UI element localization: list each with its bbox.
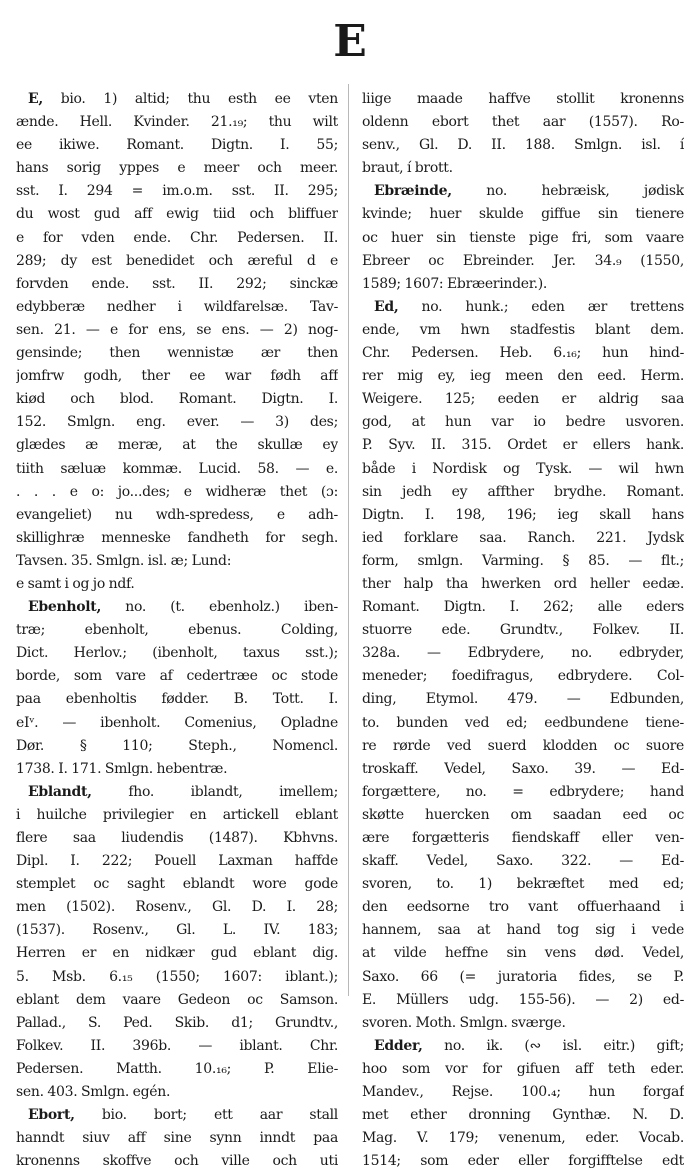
text-line [16, 250, 338, 273]
entry-text: forvden ende. sst. II. 292; sinckæ [16, 275, 338, 292]
entry-text: e for vden ende. Chr. Pedersen. II. [16, 229, 338, 246]
text-line [16, 735, 338, 758]
text-line [16, 712, 338, 735]
text-line [362, 481, 684, 504]
entry-text: eIᵛ. — ibenholt. Comenius, Opladne [16, 714, 338, 731]
text-line [16, 1058, 338, 1081]
entry-text: no. ik. (∾ isl. eitr.) gift; [422, 1037, 684, 1054]
entry-text: fho. iblandt, imellem; [91, 783, 338, 800]
entry-text: Tavsen. 35. Smlgn. isl. æ; Lund: [16, 552, 232, 569]
text-line [16, 411, 338, 434]
entry-text: no. hebræisk, jødisk [451, 183, 684, 200]
column-divider [348, 84, 349, 996]
text-line [362, 919, 684, 942]
entry-text: re rørde ved suerd klodden oc suore [362, 737, 684, 754]
text-line [16, 111, 338, 134]
text-line [362, 411, 684, 434]
entry-text: Folkev. II. 396b. — iblant. Chr. [16, 1037, 338, 1054]
entry-text: svoren, to. 1) bekræftet med ed; [362, 876, 684, 893]
entry-text: 1738. I. 171. Smlgn. hebentræ. [16, 760, 228, 777]
entry-text: Saxo. 66 (= juratoria fides, se P. [362, 968, 684, 985]
text-line [362, 388, 684, 411]
entry-text: skaff. Vedel, Saxo. 322. — Ed- [362, 853, 684, 870]
text-line [362, 458, 684, 481]
entry-text: træ; ebenholt, ebenus. Colding, [16, 622, 338, 639]
entry-text: braut, í brott. [362, 160, 453, 177]
text-line [16, 942, 338, 965]
text-line [362, 157, 684, 180]
text-line [362, 342, 684, 365]
entry-text: senv., Gl. D. II. 188. Smlgn. isl. í [362, 137, 684, 154]
text-line [362, 827, 684, 850]
text-line [16, 758, 338, 781]
text-line [16, 665, 338, 688]
entry-text: 289; dy est benedidet och æreful d e [16, 252, 338, 269]
text-line [362, 88, 684, 111]
text-line [362, 966, 684, 989]
text-line [362, 273, 684, 296]
right-column [362, 88, 684, 1173]
entry-text: paa ebenholtis fødder. B. Tott. I. [16, 691, 338, 708]
text-line [362, 1058, 684, 1081]
text-line [362, 850, 684, 873]
section-letter: E [333, 16, 367, 67]
text-line [16, 873, 338, 896]
text-line [362, 712, 684, 735]
entry-text: kiød och blod. Romant. Digtn. I. [16, 391, 338, 408]
text-line [362, 527, 684, 550]
entry-text: Mag. V. 179; venenum, eder. Vocab. [362, 1130, 684, 1147]
text-line [16, 527, 338, 550]
text-line [16, 227, 338, 250]
text-line [362, 550, 684, 573]
text-line [16, 203, 338, 226]
headword: Eblandt, [28, 783, 92, 800]
entry-text: ther halp tha hwerken ord heller eedæ. [362, 575, 684, 592]
entry-first-line [16, 1104, 338, 1127]
entry-text: no. (t. ebenholz.) iben- [101, 599, 338, 616]
entry-text: ding, Etymol. 479. — Edbunden, [362, 691, 684, 708]
entry-text: skillighræ menneske fandheth for segh. [16, 529, 338, 546]
text-line [16, 296, 338, 319]
text-line [16, 157, 338, 180]
entry-text: Herren er en nidkær gud eblant dig. [16, 945, 338, 962]
text-line [16, 134, 338, 157]
entry-text: to. bunden ved ed; eedbundene tiene- [362, 714, 684, 731]
text-line [362, 665, 684, 688]
headword: E, [28, 91, 43, 107]
text-line [362, 1104, 684, 1127]
text-line [362, 873, 684, 896]
text-line [362, 1012, 684, 1035]
left-column [16, 88, 338, 1173]
headword: Ed, [374, 298, 399, 315]
text-line [16, 989, 338, 1012]
entry-text: 1514; som eder eller forgifftelse edt [362, 1153, 684, 1170]
text-line [362, 365, 684, 388]
entry-text: 152. Smlgn. eng. ever. — 3) des; [16, 414, 338, 431]
text-line [16, 388, 338, 411]
entry-text: glædes æ meræ, at the skullæ ey [16, 437, 338, 454]
text-line [16, 827, 338, 850]
entry-text: sen. 403. Smlgn. egén. [16, 1084, 171, 1101]
entry-first-line [362, 180, 684, 203]
text-line [16, 1035, 338, 1058]
entry-text: Pedersen. Matth. 10.₁₆; P. Elie- [16, 1060, 338, 1077]
entry-text: hannem, saa at hand tog sig i vede [362, 922, 684, 939]
entry-text: hoo som vor for gifuen aff teth eder. [362, 1060, 684, 1077]
entry-first-line [16, 88, 338, 111]
headword: Edder, [374, 1037, 423, 1054]
text-line [16, 1150, 338, 1173]
entry-text: . . . e o: jo...des; e widheræ thet (ɔ: [16, 483, 338, 500]
entry-text: meneder; foedifragus, edbrydere. Col- [362, 668, 684, 685]
entry-text: P. Syv. II. 315. Ordet er ellers hank. [362, 437, 684, 454]
headword: Ebræinde, [374, 183, 452, 200]
text-line [16, 573, 338, 596]
text-line [16, 619, 338, 642]
entry-first-line [16, 781, 338, 804]
entry-text: Ebreer oc Ebreinder. Jer. 34.₉ (1550, [362, 252, 684, 269]
entry-text: bio. bort; ett aar stall [74, 1107, 338, 1124]
text-line [16, 966, 338, 989]
entry-text: ende, vm hwn stadfestis blant dem. [362, 321, 684, 338]
entry-text: form, smlgn. Varming. § 85. — flt.; [362, 552, 684, 569]
text-line [362, 111, 684, 134]
entry-text: stemplet oc saght eblandt wore gode [16, 876, 338, 893]
text-line [16, 896, 338, 919]
text-line [362, 619, 684, 642]
text-line [362, 989, 684, 1012]
entry-text: kvinde; huer skulde giffue sin tienere [362, 206, 684, 223]
entry-text: e samt i og jo ndf. [16, 575, 135, 592]
entry-text: ee ikiwe. Romant. Digtn. I. 55; [16, 137, 338, 154]
entry-text: flere saa liudendis (1487). Kbhvns. [16, 830, 338, 846]
text-line [362, 735, 684, 758]
text-line [362, 642, 684, 665]
text-line [16, 1127, 338, 1150]
entry-text: kronenns skoffve och ville och uti [16, 1153, 338, 1170]
text-line [16, 504, 338, 527]
entry-first-line [362, 1035, 684, 1058]
entry-text: i huilche privilegier en artickell eblant [16, 806, 338, 823]
entry-text: E. Müllers udg. 155-56). — 2) ed- [362, 991, 684, 1008]
text-line [16, 342, 338, 365]
entry-text: 328a. — Edbrydere, no. edbryder, [362, 645, 684, 662]
entry-text: sst. I. 294 = im.o.m. sst. II. 295; [16, 183, 338, 200]
text-line [362, 203, 684, 226]
entry-text: Dict. Herlov.; (ibenholt, taxus sst.); [16, 645, 338, 662]
entry-text: Pallad., S. Ped. Skib. d1; Grundtv., [16, 1014, 338, 1031]
entry-text: Weigere. 125; eeden er aldrig saa [362, 391, 684, 408]
entry-text: eblant dem vaare Gedeon oc Samson. [16, 991, 338, 1008]
text-line [16, 180, 338, 203]
entry-text: du wost gud aff ewig tiid och bliffuer [16, 206, 338, 223]
text-line [362, 596, 684, 619]
entry-text: 1589; 1607: Ebræerinder.). [362, 275, 548, 292]
text-line [362, 1081, 684, 1104]
entry-text: hans sorig yppes e meer och meer. [16, 160, 338, 177]
text-line [16, 458, 338, 481]
text-line [16, 319, 338, 342]
entry-text: god, at hun var io bedre usvoren. [362, 414, 684, 431]
text-line [362, 781, 684, 804]
entry-text: Romant. Digtn. I. 262; alle eders [362, 599, 684, 616]
text-line [362, 434, 684, 457]
entry-text: både i Nordisk og Tysk. — wil hwn [362, 460, 684, 477]
text-line [362, 319, 684, 342]
entry-text: bio. 1) altid; thu esth ee vten [42, 91, 338, 107]
text-line [362, 1150, 684, 1173]
entry-text: no. hunk.; eden ær trettens [398, 298, 684, 315]
entry-text: gensinde; then wennistæ ær then [16, 345, 338, 362]
text-line [362, 227, 684, 250]
text-line [362, 1127, 684, 1150]
entry-text: Dipl. I. 222; Pouell Laxman haffde [16, 853, 338, 870]
text-line [362, 134, 684, 157]
entry-text: oc huer sin tienste pige fri, som vaare [362, 229, 684, 246]
entry-text: den eedsorne tro vant offuerhaand i [362, 899, 684, 916]
text-line [362, 942, 684, 965]
entry-text: men (1502). Rosenv., Gl. D. I. 28; [16, 899, 338, 916]
entry-text: sen. 21. — e for ens, se ens. — 2) nog- [16, 321, 338, 338]
text-line [16, 550, 338, 573]
entry-text: Dør. § 110; Steph., Nomencl. [16, 737, 338, 754]
entry-text: ænde. Hell. Kvinder. 21.₁₉; thu wilt [16, 114, 338, 131]
text-line [362, 804, 684, 827]
text-line [16, 642, 338, 665]
entry-first-line [362, 296, 684, 319]
entry-text: sin jedh ey affther brydhe. Romant. [362, 483, 684, 500]
text-line [16, 688, 338, 711]
text-line [16, 273, 338, 296]
text-line [16, 481, 338, 504]
headword: Ebort, [28, 1107, 75, 1124]
entry-text: 5. Msb. 6.₁₅ (1550; 1607: iblant.); [16, 968, 338, 985]
entry-text: rer mig ey, ieg meen den eed. Herm. [362, 368, 684, 385]
entry-text: at vilde heffne sin vens død. Vedel, [362, 945, 684, 962]
text-line [362, 688, 684, 711]
text-line [16, 919, 338, 942]
text-line [362, 250, 684, 273]
entry-text: hanndt siuv aff sine synn inndt paa [16, 1130, 338, 1147]
text-line [362, 758, 684, 781]
text-line [362, 573, 684, 596]
text-line [16, 1081, 338, 1104]
entry-text: edybberæ nedher i wildfarelsæ. Tav- [16, 298, 338, 315]
entry-text: ied forklare saa. Ranch. 221. Jydsk [362, 529, 684, 546]
entry-text: (1537). Rosenv., Gl. L. IV. 183; [16, 922, 338, 939]
entry-text: Digtn. I. 198, 196; ieg skall hans [362, 506, 684, 523]
entry-text: stuorre ede. Grundtv., Folkev. II. [362, 622, 684, 639]
text-line [16, 804, 338, 827]
text-line [16, 1012, 338, 1035]
entry-text: oldenn ebort thet aar (1557). Ro- [362, 114, 684, 131]
entry-text: evangeliet) nu wdh-spredess, e adh- [16, 506, 338, 523]
entry-text: Chr. Pedersen. Heb. 6.₁₆; hun hind- [362, 345, 684, 362]
text-line [16, 850, 338, 873]
entry-text: ære forgætteris fiendskaff eller ven- [362, 830, 684, 846]
entry-text: tiith sæluæ kommæ. Lucid. 58. — e. [16, 460, 338, 477]
entry-text: jomfrw godh, ther ee war fødh aff [16, 368, 338, 385]
entry-text: borde, som vare af cedertræe oc stode [16, 668, 338, 685]
text-line [16, 365, 338, 388]
entry-text: Mandev., Rejse. 100.₄; hun forgaf [362, 1084, 684, 1101]
entry-text: svoren. Moth. Smlgn. sværge. [362, 1014, 566, 1031]
text-line [16, 434, 338, 457]
entry-text: forgættere, no. = edbrydere; hand [362, 783, 684, 800]
entry-text: skøtte huercken om saadan eed oc [362, 806, 684, 823]
text-line [362, 504, 684, 527]
entry-text: troskaff. Vedel, Saxo. 39. — Ed- [362, 760, 684, 777]
entry-text: met ether dronning Gynthæ. N. D. [362, 1107, 684, 1124]
headword: Ebenholt, [28, 599, 102, 616]
entry-text: liige maade haffve stollit kronenns [362, 91, 684, 107]
entry-first-line [16, 596, 338, 619]
text-line [362, 896, 684, 919]
